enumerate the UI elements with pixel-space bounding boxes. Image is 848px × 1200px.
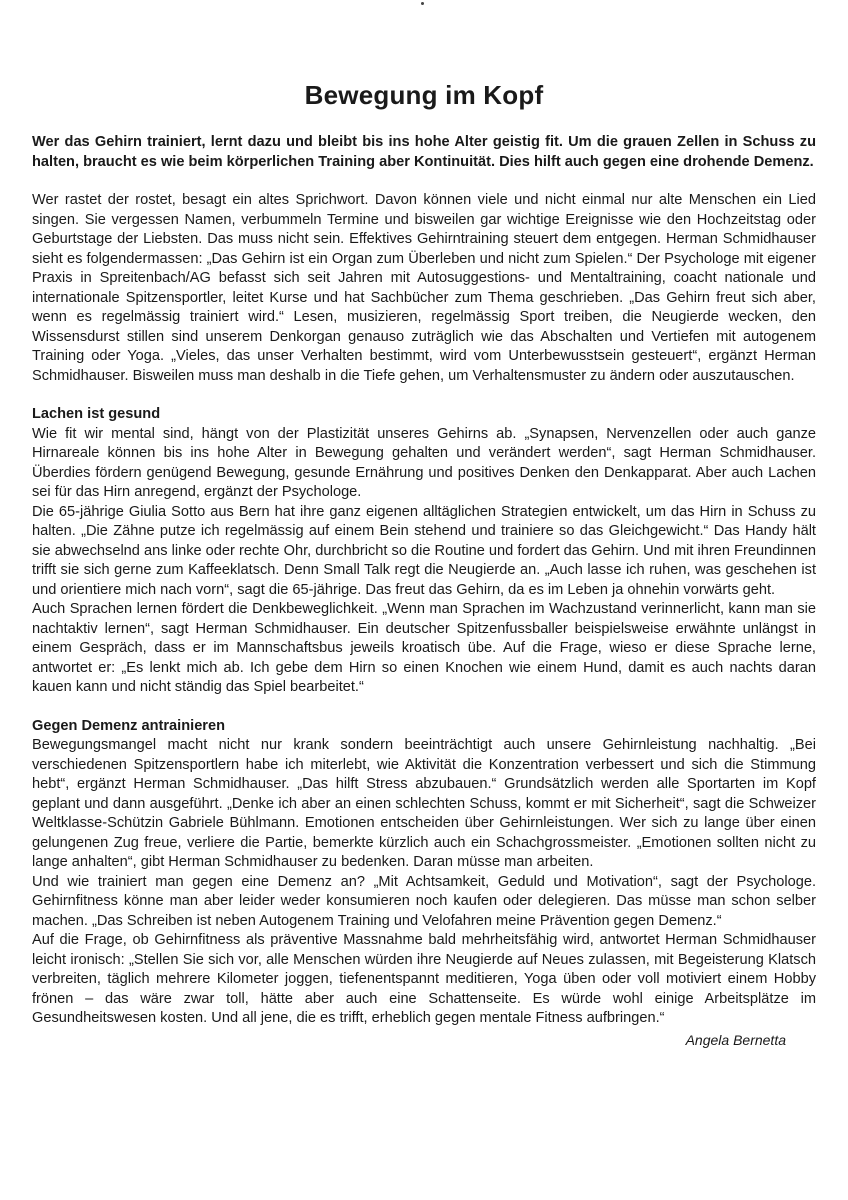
section1-paragraph-2: Die 65-jährige Giulia Sotto aus Bern hat ihre ganz eigenen alltäglichen Strategien entwickelt, um das Hirn in Schuss zu halten. „Die Zähne putze ich regelmässig auf einem Bein stehend und trainiere so das Gleichgewicht.“ Das Handy hält sie abwechselnd ans linke oder rechte Ohr, durchbricht so die Routine und fordert das Gehirn. Und mit ihren Freundinnen trifft sie sich gerne zum Kaffeeklatsch. Denn Small Talk regt die Neugierde an. „Auch lasse ich ruhen, was geschehen ist und orientiere mich nach vorn“, sagt die 65-jährige. Das freut das Gehirn, da es im Leben ja ohnehin vorwärts geht. (32, 503, 816, 598)
section2-paragraph-1: Bewegungsmangel macht nicht nur krank sondern beeinträchtigt auch unsere Gehirnleistung nachhaltig. „Bei verschiedenen Spitzensportlern habe ich miterlebt, wie Aktivität die Konzentration verbessert und sich die Stimmung hebt“, ergänzt Herman Schmidhauser. „Das hilft Stress abzubauen.“ Grundsätzlich werden alle Sportarten im Kopf geplant und dann ausgeführt. „Denke ich aber an einen schlechten Schuss, kommt er mit Sicherheit“, sagt die Schweizer Weltklasse-Schützin Gabriele Bühlmann. Emotionen entscheiden über Gehirnleistungen. Wer sich zu lange über einen gelungenen Zug freue, verliere die Partie, bemerkte kürzlich auch ein Schachgrossmeister. „Emotionen sollten nicht zu lange anhalten“, gibt Herman Schmidhauser zu bedenken. Daran müsse man arbeiten. (32, 737, 816, 870)
author-signature: Angela Bernetta (685, 1031, 786, 1048)
spacer (32, 698, 816, 717)
intro-paragraph: Wer rastet der rostet, besagt ein altes Sprichwort. Davon können viele und nicht einmal nur alte Menschen ein Lied singen. Sie vergessen Namen, verbummeln Termine und bisweilen gar wichtige Ereignisse wie den Hochzeitstag oder Geburtstage der Liebsten. Das muss nicht sein. Effektives Gehirntraining steuert dem entgegen. Herman Schmidhauser sieht es folgendermassen: „Das Gehirn ist ein Organ zum Überleben und nicht zum Spielen.“ Der Psychologe mit eigener Praxis in Spreitenbach/AG befasst sich seit Jahren mit Autosuggestions- und Mentaltraining, coacht nationale und internationale Spitzensportler, leitet Kurse und hat Sachbücher zum Thema geschrieben. „Das Gehirn freut sich aber, wenn es regelmässig trainiert wird.“ Lesen, musizieren, regelmässig Sport treiben, die Neugierde wecken, den Wissensdurst stillen sind unserem Denkorgan genauso zuträglich wie das Abschalten und Vertiefen mit autogenem Training oder Yoga. „Vieles, das unser Verhalten bestimmt, wird vom Unterbewusstsein gesteuert“, ergänzt Herman Schmidhauser. Bisweilen muss man deshalb in die Tiefe gehen, um Verhaltensmuster zu ändern oder auszutauschen. (32, 192, 816, 384)
section-heading-demenz: Gegen Demenz antrainieren (32, 717, 226, 734)
spacer (32, 386, 816, 405)
section2-paragraph-2: Und wie trainiert man gegen eine Demenz an? „Mit Achtsamkeit, Geduld und Motivation“, sagt der Psychologe. Gehirnfitness könne man aber leider weder konsumieren noch kaufen oder delegieren. Das müsse man schon selber machen. „Das Schreiben ist neben Autogenem Training und Velofahren meine Prävention gegen Demenz.“ (32, 873, 816, 929)
section-heading-lachen: Lachen ist gesund (32, 406, 161, 422)
article-lead: Wer das Gehirn trainiert, lernt dazu und bleibt bis ins hohe Alter geistig fit. Um die grauen Zellen in Schuss zu halten, braucht es wie beim körperlichen Training aber Kontinuität. Dies hilft auch gegen eine drohende Demenz. (32, 134, 816, 170)
article-title: Bewegung im Kopf (304, 80, 544, 110)
section2-paragraph-3: Auf die Frage, ob Gehirnfitness als präventive Massnahme bald mehrheitsfähig wird, antwortet Herman Schmidhauser leicht ironisch: „Stellen Sie sich vor, alle Menschen würden ihre Neugierde auf Neues zulassen, mit Begeisterung Klatsch verbreiten, täglich mehrere Kilometer joggen, tiefenentspannt meditieren, Yoga üben oder voll motiviert einem Hobby frönen – das wäre zwar toll, hätte aber auch eine Schattenseite. Es würde wohl einige Arbeitsplätze im Gesundheitswesen kosten. Und all jene, die es trifft, erheblich gegen mentale Fitness aufbringen.“ (32, 932, 816, 1026)
section1-paragraph-1: Wie fit wir mental sind, hängt von der Plastizität unseres Gehirns ab. „Synapsen, Nervenzellen oder auch ganze Hirnareale können bis ins hohe Alter in Bewegung gehalten und verändert werden“, sagt Herman Schmidhauser. Überdies fördern genügend Bewegung, gesunde Ernährung und positives Denken den Denkapparat. Aber auch Lachen sei für das Hirn anregend, ergänzt der Psychologe. (32, 425, 816, 500)
scan-speck (421, 2, 424, 5)
section1-paragraph-3: Auch Sprachen lernen fördert die Denkbeweglichkeit. „Wenn man Sprachen im Wachzustand verinnerlicht, kann man sie nachtaktiv lernen“, sagt Herman Schmidhauser. Ein deutscher Spitzenfussballer beispielsweise erwähnte unlängst in einem Gespräch, dass er im Mannschaftsbus jeweils kroatisch übe. Auf die Frage, wieso er diese Sprache lerne, antwortet er: „Es lenkt mich ab. Ich gebe dem Hirn so einen Knochen wie einem Hund, damit es auch nachts daran kauen kann und nicht ständig das Spiel bearbeitet.“ (32, 601, 816, 695)
